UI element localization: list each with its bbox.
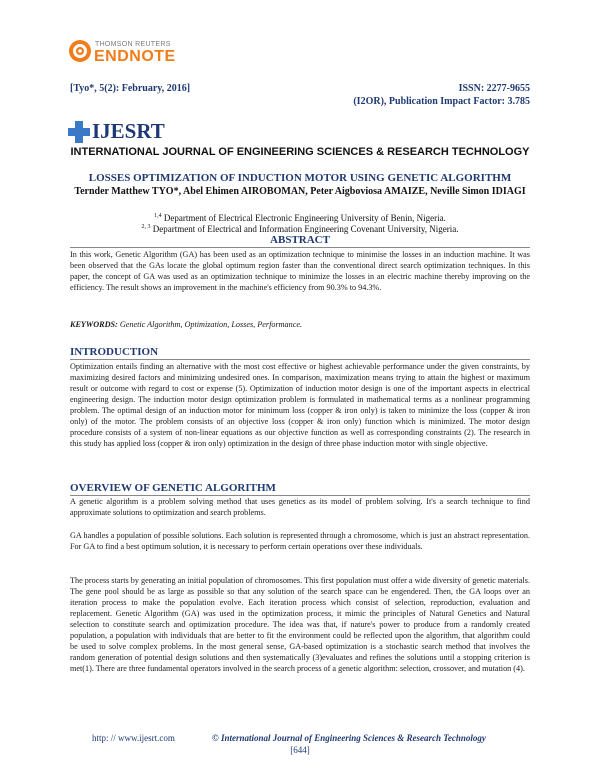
footer-url[interactable]: http: // www.ijesrt.com xyxy=(92,733,175,743)
logo-product: ENDNOTE xyxy=(94,48,176,65)
overview-paragraph-3: The process starts by generating an initial population of chromosomes. This first population must offer a wide diversity of genetic materials. The gene pool should be as large as possible so that any solution of the search space can be engendered. Then, the GA loops over an iteration process to make the population evolve. Each iteration process which consist of selection, reproduction, evaluation and replacement. Genetic Algorithm (GA) was used in the optimization process, it mimic the principles of Natural Genetics and Natural selection to constitute search and optimization procedure. The idea was that, if nature's power to produce from a randomly created population, a population with individuals that are better to fit the environment could be reflected upon the algorithm, that algorithm could be used to solve complex problems. In the most general sense, GA-based optimization is a stochastic search method that involves the random generation of potential design solutions and then systematically (3)evaluates and refines the solutions until a stopping criterion is met(1). There are three fundamental operators involved in the search process of a genetic algorithm: selection, crossover, and mutation (4). xyxy=(70,576,530,673)
introduction-rule xyxy=(70,359,530,360)
endnote-disc-icon xyxy=(68,39,92,63)
affiliation-1-text: Department of Electrical Electronic Engineering University of Benin, Nigeria. xyxy=(161,213,446,223)
plus-cross-icon xyxy=(68,121,90,143)
citation: [Tyo*, 5(2): February, 2016] xyxy=(70,83,191,94)
logo-company: THOMSON REUTERS xyxy=(95,41,171,48)
journal-title: INTERNATIONAL JOURNAL OF ENGINEERING SCIENCES & RESEARCH TECHNOLOGY xyxy=(70,146,530,158)
page-number: [644] xyxy=(290,745,310,755)
introduction-text: Optimization entails finding an alternative with the most cost effective or highest achievable performance under the given constraints, by maximizing desired factors and minimizing undesired ones. In comparison, maximization means trying to attain the highest or maximum result or outcome with regard to cost or expense (5). Optimization of induction motor design is one of the important aspects in electrical engineering design. The induction motor design optimization problem is formulated in mathematical terms as a nonlinear programming problem. The optimal design of an induction motor for minimum loss (copper & iron only) is taken to minimize the loss (copper & iron only) of the motor. The problem consists of an objective loss (copper & iron only) function which is minimized. The motor design procedure consists of a system of non-linear equations as our objective function as well as corresponding constraints (2). The research in this study has applied loss (copper & iron only) optimization in the design of three phase induction motor with single objective. xyxy=(70,362,530,448)
journal-brand-text: IJESRT xyxy=(92,119,165,143)
endnote-logo xyxy=(68,39,208,69)
keywords-text: Genetic Algorithm, Optimization, Losses, Performance. xyxy=(117,320,303,329)
affiliation-2-text: Department of Electrical and Information Engineering Covenant University, Nigeria. xyxy=(150,224,459,234)
affiliation-1-sup: 1,4 xyxy=(154,213,162,219)
overview-paragraph-1: A genetic algorithm is a problem solving method that uses genetics as its model of problem solving. It's a search technique to find approximate solutions to optimization and search problems. xyxy=(70,497,530,517)
introduction-heading: INTRODUCTION xyxy=(70,346,159,358)
footer-copyright: © International Journal of Engineering Sciences & Research Technology xyxy=(212,733,486,743)
affiliation-2-sup: 2, 3 xyxy=(141,224,151,230)
overview-paragraph-2: GA handles a population of possible solutions. Each solution is represented through a chromosome, which is just an abstract representation. For GA to find a best optimum solution, it is necessary to perform certain operations over these individuals. xyxy=(70,531,530,551)
keywords-label: KEYWORDS: xyxy=(70,320,118,329)
issn: ISSN: 2277-9655 xyxy=(458,83,530,94)
overview-heading: OVERVIEW OF GENETIC ALGORITHM xyxy=(70,482,276,494)
authors: Ternder Matthew TYO*, Abel Ehimen AIROBOMAN, Peter Aigboviosa AMAIZE, Neville Simon IDIAGI xyxy=(74,186,526,197)
paper-title: LOSSES OPTIMIZATION OF INDUCTION MOTOR USING GENETIC ALGORITHM xyxy=(88,172,512,184)
keywords xyxy=(70,320,302,329)
journal-brand xyxy=(68,120,208,146)
abstract-rule xyxy=(70,247,530,248)
impact-factor: (I2OR), Publication Impact Factor: 3.785 xyxy=(353,96,530,107)
abstract-text: In this work, Genetic Algorithm (GA) has been used as an optimization technique to minimise the losses in an induction machine. It was been observed that the GAs locate the global optimum region faster than the conventional direct search optimization techniques. In this paper, the concept of GA was used as an optimization technique to minimize the losses in an electric machine thereby improving on the efficiency. The result shows an improvement in the machine's efficiency from 90.3% to 94.3%. xyxy=(70,250,530,292)
abstract-heading: ABSTRACT xyxy=(270,234,330,246)
